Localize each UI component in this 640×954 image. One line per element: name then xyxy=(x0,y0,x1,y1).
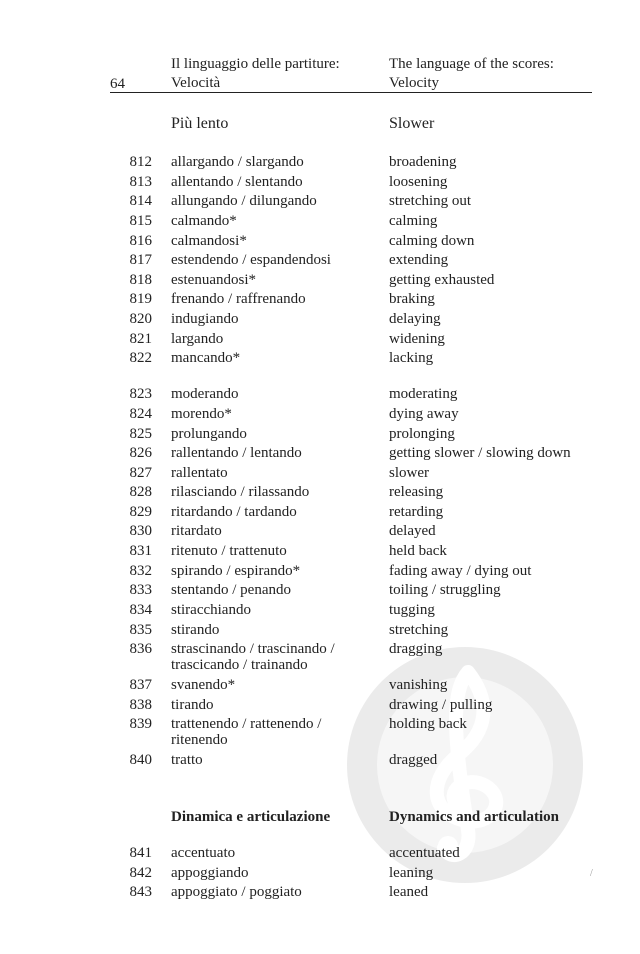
entry-english-term: delaying xyxy=(389,311,441,327)
entry-number: 830 xyxy=(129,523,152,539)
italian-term-line: stentando / penando xyxy=(171,582,291,598)
entry-italian-term xyxy=(171,214,371,230)
entry-english-term: prolonging xyxy=(389,426,455,442)
entry-number: 812 xyxy=(129,154,152,170)
italian-term-line: ritardando / tardando xyxy=(171,504,297,520)
entry-number: 838 xyxy=(129,697,152,713)
entry-english-term: broadening xyxy=(389,154,457,170)
entry-italian-term xyxy=(171,234,371,250)
entry-number: 831 xyxy=(129,543,152,559)
entry-italian-term xyxy=(171,564,371,580)
italian-term-line: allargando / slargando xyxy=(171,154,304,170)
italian-term-line: calmando* xyxy=(171,213,237,229)
entry-number: 822 xyxy=(129,350,152,366)
entry-number: 834 xyxy=(129,602,152,618)
header-rule xyxy=(110,92,592,93)
entry-english-term: moderating xyxy=(389,386,458,402)
entry-english-term: vanishing xyxy=(389,677,448,693)
italian-term-line: appoggiato / poggiato xyxy=(171,884,302,900)
entry-number: 828 xyxy=(129,484,152,500)
margin-mark: / xyxy=(590,868,593,879)
entry-italian-term xyxy=(171,642,371,673)
entry-english-term: leaning xyxy=(389,865,434,881)
entry-number: 833 xyxy=(129,582,152,598)
entry-number: 815 xyxy=(129,213,152,229)
entry-italian-term xyxy=(171,312,371,328)
entry-number: 835 xyxy=(129,622,152,638)
entry-number: 826 xyxy=(129,445,152,461)
entry-english-term: stretching xyxy=(389,622,449,638)
header-english-line1: The language of the scores: xyxy=(389,56,554,72)
italian-term-line: morendo* xyxy=(171,406,232,422)
entry-english-term: held back xyxy=(389,543,447,559)
entry-english-term: extending xyxy=(389,252,449,268)
italian-term-line-2: trascicando / trainando xyxy=(171,656,308,673)
entry-english-term: releasing xyxy=(389,484,444,500)
entry-italian-term xyxy=(171,623,371,639)
italian-term-line: allungando / dilungando xyxy=(171,193,317,209)
entry-english-term: lacking xyxy=(389,350,434,366)
italian-term-line: ritenuto / trattenuto xyxy=(171,543,287,559)
entry-number: 843 xyxy=(129,884,152,900)
entry-english-term: holding back xyxy=(389,716,467,732)
italian-term-line: allentando / slentando xyxy=(171,174,303,190)
entry-english-term: accentuated xyxy=(389,845,460,861)
italian-term-line: rilasciando / rilassando xyxy=(171,484,310,500)
italian-term-line: mancando* xyxy=(171,350,241,366)
entry-italian-term xyxy=(171,485,371,501)
entry-number: 841 xyxy=(129,845,152,861)
entry-number: 839 xyxy=(129,716,152,732)
entry-italian-term xyxy=(171,273,371,289)
italian-term-line: moderando xyxy=(171,386,239,402)
section-heading-english: Slower xyxy=(389,115,435,132)
subsection-heading-english: Dynamics and articulation xyxy=(389,809,560,825)
entry-number: 816 xyxy=(129,233,152,249)
italian-term-line: estenuandosi* xyxy=(171,272,256,288)
entry-english-term: loosening xyxy=(389,174,448,190)
entry-english-term: widening xyxy=(389,331,445,347)
entry-italian-term xyxy=(171,351,371,367)
page-number: 64 xyxy=(110,76,125,92)
italian-term-line: indugiando xyxy=(171,311,239,327)
entry-number: 821 xyxy=(129,331,152,347)
entry-english-term: retarding xyxy=(389,504,444,520)
entry-italian-term xyxy=(171,524,371,540)
header-english-line2: Velocity xyxy=(389,75,439,91)
italian-term-line: tirando xyxy=(171,697,214,713)
entry-italian-term xyxy=(171,698,371,714)
entry-number: 824 xyxy=(129,406,152,422)
entry-italian-term xyxy=(171,194,371,210)
italian-term-line-2: ritenendo xyxy=(171,731,228,748)
entry-number: 814 xyxy=(129,193,152,209)
entry-italian-term xyxy=(171,407,371,423)
entry-english-term: calming down xyxy=(389,233,475,249)
entry-italian-term xyxy=(171,466,371,482)
italian-term-line: largando xyxy=(171,331,224,347)
entry-number: 842 xyxy=(129,865,152,881)
entry-italian-term xyxy=(171,717,371,748)
italian-term-line: rallentato xyxy=(171,465,228,481)
entry-italian-term xyxy=(171,753,371,769)
entry-number: 829 xyxy=(129,504,152,520)
entry-number: 813 xyxy=(129,174,152,190)
entry-italian-term xyxy=(171,846,371,862)
entry-italian-term xyxy=(171,544,371,560)
entry-english-term: stretching out xyxy=(389,193,472,209)
entry-number: 818 xyxy=(129,272,152,288)
italian-term-line: stirando xyxy=(171,622,220,638)
entry-number: 825 xyxy=(129,426,152,442)
header-italian-line2: Velocità xyxy=(171,75,221,91)
entry-english-term: fading away / dying out xyxy=(389,563,532,579)
entry-italian-term xyxy=(171,885,371,901)
entry-italian-term xyxy=(171,155,371,171)
entry-italian-term xyxy=(171,678,371,694)
entry-italian-term xyxy=(171,583,371,599)
entry-number: 823 xyxy=(129,386,152,402)
italian-term-line: svanendo* xyxy=(171,677,236,693)
entry-italian-term xyxy=(171,292,371,308)
italian-term-line: spirando / espirando* xyxy=(171,563,301,579)
entry-italian-term xyxy=(171,427,371,443)
italian-term-line: strascinando / trascinando / xyxy=(171,641,335,657)
entry-english-term: delayed xyxy=(389,523,436,539)
entry-english-term: toiling / struggling xyxy=(389,582,501,598)
italian-term-line: tratto xyxy=(171,752,203,768)
italian-term-line: frenando / raffrenando xyxy=(171,291,306,307)
entry-number: 817 xyxy=(129,252,152,268)
entry-number: 832 xyxy=(129,563,152,579)
entry-english-term: getting slower / slowing down xyxy=(389,445,571,461)
entry-english-term: braking xyxy=(389,291,435,307)
italian-term-line: calmandosi* xyxy=(171,233,247,249)
italian-term-line: rallentando / lentando xyxy=(171,445,302,461)
italian-term-line: prolungando xyxy=(171,426,247,442)
entry-number: 820 xyxy=(129,311,152,327)
running-header-italian xyxy=(171,55,340,93)
entry-english-term: slower xyxy=(389,465,429,481)
entry-english-term: dying away xyxy=(389,406,459,422)
entry-italian-term xyxy=(171,387,371,403)
italian-term-line: ritardato xyxy=(171,523,222,539)
entry-italian-term xyxy=(171,505,371,521)
entry-english-term: dragging xyxy=(389,641,443,657)
italian-term-line: appoggiando xyxy=(171,865,249,881)
entry-english-term: dragged xyxy=(389,752,438,768)
entry-english-term: tugging xyxy=(389,602,435,618)
italian-term-line: estendendo / espandendosi xyxy=(171,252,331,268)
italian-term-line: accentuato xyxy=(171,845,236,861)
entry-number: 819 xyxy=(129,291,152,307)
entry-italian-term xyxy=(171,253,371,269)
entry-number: 836 xyxy=(129,641,152,657)
entry-italian-term xyxy=(171,446,371,462)
entry-english-term: calming xyxy=(389,213,438,229)
italian-term-line: stiracchiando xyxy=(171,602,251,618)
subsection-heading-italian: Dinamica e articulazione xyxy=(171,809,331,825)
entry-italian-term xyxy=(171,866,371,882)
entry-english-term: leaned xyxy=(389,884,429,900)
running-header-english xyxy=(389,55,554,93)
header-italian-line1: Il linguaggio delle partiture: xyxy=(171,56,340,72)
entry-number: 837 xyxy=(129,677,152,693)
entry-italian-term xyxy=(171,603,371,619)
italian-term-line: trattenendo / rattenendo / xyxy=(171,716,322,732)
section-heading-italian: Più lento xyxy=(171,115,229,132)
entry-italian-term xyxy=(171,175,371,191)
entry-italian-term xyxy=(171,332,371,348)
entry-english-term: getting exhausted xyxy=(389,272,495,288)
entry-english-term: drawing / pulling xyxy=(389,697,493,713)
entry-number: 840 xyxy=(129,752,152,768)
entry-number: 827 xyxy=(129,465,152,481)
